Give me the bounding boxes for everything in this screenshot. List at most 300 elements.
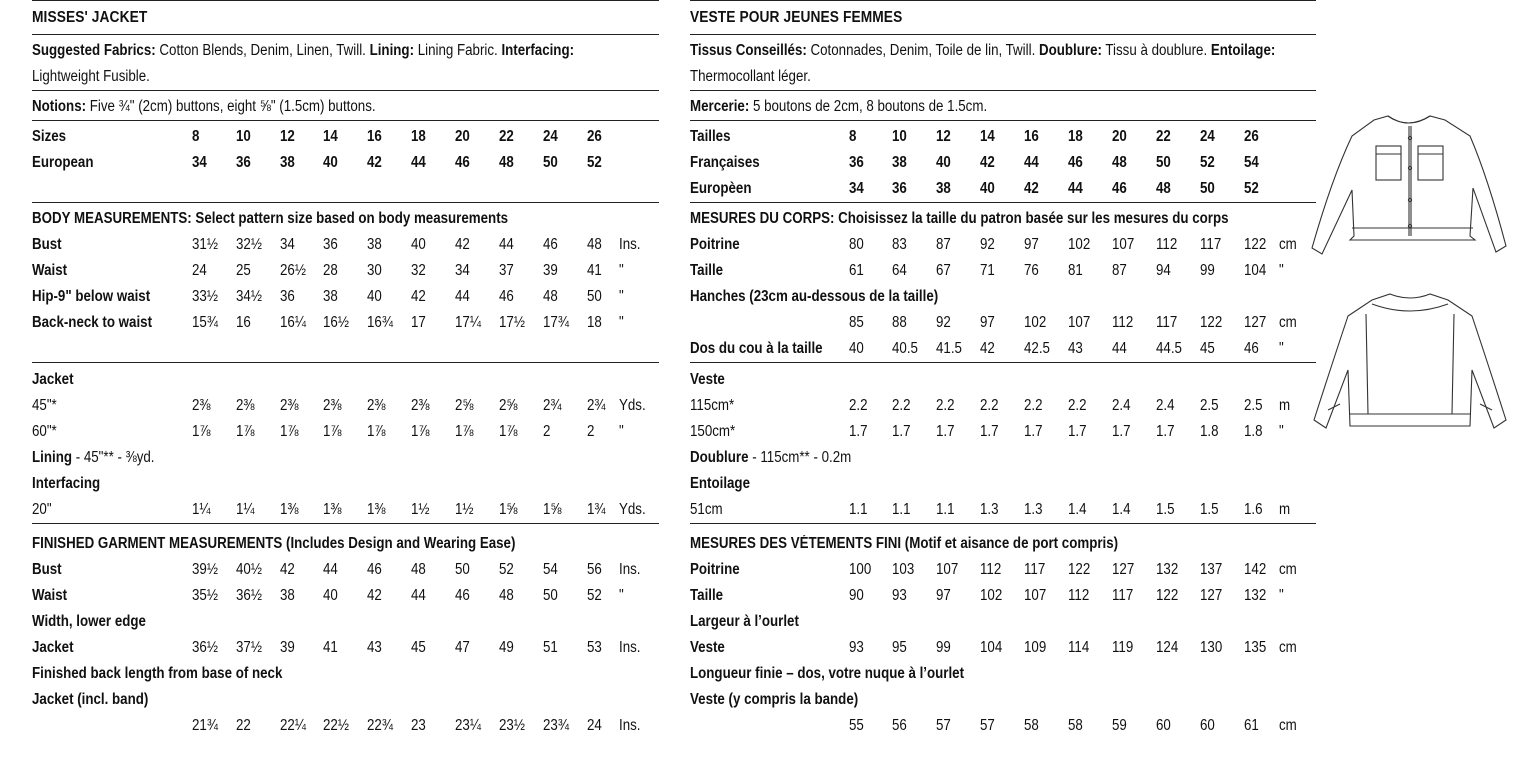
divider (32, 362, 659, 363)
unit-label: Ins. (619, 639, 641, 656)
cell-size-10: 52 (587, 587, 602, 604)
cell-size-8: 23½ (499, 717, 525, 734)
notions-line (32, 98, 376, 116)
cell-size-7: 23¼ (455, 717, 481, 734)
cell-size-5: 97 (1024, 236, 1039, 253)
european-row (690, 180, 1316, 202)
cell-size-6: 44 (1068, 180, 1083, 197)
cell-size-3: 12 (280, 128, 295, 145)
cell-size-4: 40 (980, 180, 995, 197)
divider (690, 523, 1316, 524)
french-sizes-row (690, 154, 1316, 176)
body-row-waist (690, 262, 1316, 284)
cell-size-8: 48 (499, 587, 514, 604)
cell-size-5: 1.7 (1024, 423, 1043, 440)
cell-size-9: 17¾ (543, 314, 569, 331)
cell-size-3: 41.5 (936, 340, 962, 357)
cell-size-10: 54 (1244, 154, 1259, 171)
width-row-jacket (690, 639, 1316, 661)
cell-size-4: 71 (980, 262, 995, 279)
cell-size-10: 46 (1244, 340, 1259, 357)
cell-size-4: 16½ (323, 314, 349, 331)
divider (690, 202, 1316, 203)
cell-size-8: 60 (1156, 717, 1171, 734)
cell-size-9: 48 (543, 288, 558, 305)
notions-line (690, 98, 987, 116)
cell-size-5: 16 (367, 128, 382, 145)
cell-size-1: 1⅞ (192, 423, 211, 440)
unit-label: " (619, 587, 624, 604)
jacket-back-view (1314, 294, 1506, 428)
divider (32, 523, 659, 524)
cell-size-5: 46 (367, 561, 382, 578)
cell-size-5: 44 (1024, 154, 1039, 171)
cell-size-5: 16¾ (367, 314, 393, 331)
cell-size-10: 24 (587, 717, 602, 734)
cell-size-4: 2.2 (980, 397, 999, 414)
cell-size-6: 1½ (411, 501, 430, 518)
row-label: Poitrine (690, 236, 740, 253)
interfacing-label: Entoilage (690, 475, 750, 492)
cell-size-2: 1¼ (236, 501, 255, 518)
body-measurements-header: MESURES DU CORPS: Choisissez la taille du patron basée sur les mesures du corps (690, 210, 1229, 227)
cell-size-8: 49 (499, 639, 514, 656)
cell-size-8: 17½ (499, 314, 525, 331)
unit-label: Yds. (619, 397, 646, 414)
cell-size-9: 2 (543, 423, 551, 440)
fabrics-label: Suggested Fabrics: (32, 42, 156, 59)
interfacing-label: Interfacing (32, 475, 101, 492)
jacket-label: Jacket (32, 371, 74, 388)
cell-size-1: 34 (192, 154, 207, 171)
unit-label: " (1279, 340, 1284, 357)
cell-size-10: 2¾ (587, 397, 606, 414)
sizes-row (32, 128, 659, 150)
row-label: 45"* (32, 397, 57, 414)
cell-size-8: 1⅞ (499, 423, 518, 440)
cell-size-10: 52 (1244, 180, 1259, 197)
cell-size-1: 33½ (192, 288, 218, 305)
cell-size-10: 135 (1244, 639, 1267, 656)
unit-label: Yds. (619, 501, 646, 518)
cell-size-10: 1.8 (1244, 423, 1263, 440)
cell-size-9: 46 (543, 236, 558, 253)
interfacing-label: Entoilage: (1210, 42, 1276, 59)
body-row-waist (32, 262, 659, 284)
cell-size-8: 1⅝ (499, 501, 518, 518)
unit-label: cm (1279, 717, 1297, 734)
cell-size-5: 43 (367, 639, 382, 656)
cell-size-6: 1⅞ (411, 423, 430, 440)
unit-label: cm (1279, 639, 1297, 656)
cell-size-4: 38 (323, 288, 338, 305)
cell-size-3: 42 (280, 561, 295, 578)
cell-size-6: 18 (1068, 128, 1083, 145)
cell-size-8: 44 (499, 236, 514, 253)
cell-size-10: 53 (587, 639, 602, 656)
cell-size-6: 2.2 (1068, 397, 1087, 414)
unit-label: " (619, 423, 624, 440)
cell-size-5: 2⅜ (367, 397, 386, 414)
cell-size-10: 48 (587, 236, 602, 253)
cell-size-1: 24 (192, 262, 207, 279)
back-length-row (690, 717, 1316, 739)
cell-size-5: 107 (1024, 587, 1047, 604)
top-rule (690, 0, 1316, 1)
cell-size-9: 122 (1200, 314, 1223, 331)
cell-size-1: 31½ (192, 236, 218, 253)
cell-size-7: 1.4 (1112, 501, 1131, 518)
divider (690, 362, 1316, 363)
cell-size-9: 45 (1200, 340, 1215, 357)
cell-size-2: 36 (892, 180, 907, 197)
cell-size-2: 32½ (236, 236, 262, 253)
fabrics-text: Cotonnades, Denim, Toile de lin, Twill. (806, 42, 1039, 59)
cell-size-8: 52 (499, 561, 514, 578)
cell-size-5: 2.2 (1024, 397, 1043, 414)
cell-size-6: 81 (1068, 262, 1083, 279)
cell-size-2: 103 (892, 561, 915, 578)
cell-size-1: 15¾ (192, 314, 218, 331)
cell-size-4: 41 (323, 639, 338, 656)
cell-size-6: 45 (411, 639, 426, 656)
cell-size-7: 119 (1112, 639, 1134, 656)
panel-title: MISSES' JACKET (32, 9, 148, 26)
lining-label: Lining: (369, 42, 415, 59)
jacket-band-label: Jacket (incl. band) (32, 691, 149, 708)
cell-size-8: 1.7 (1156, 423, 1175, 440)
interfacing-label: Interfacing: (501, 42, 575, 59)
lining-line (690, 449, 851, 467)
cell-size-7: 2⅝ (455, 397, 474, 414)
cell-size-3: 87 (936, 236, 951, 253)
cell-size-2: 1.7 (892, 423, 911, 440)
cell-size-8: 46 (499, 288, 514, 305)
lining-yardage: - 45"** - ⅜yd. (71, 449, 155, 466)
cell-size-2: 64 (892, 262, 907, 279)
cell-size-1: 40 (849, 340, 864, 357)
finished-row-bust (32, 561, 659, 583)
unit-label: Ins. (619, 561, 641, 578)
cell-size-1: 21¾ (192, 717, 218, 734)
cell-size-7: 42 (455, 236, 470, 253)
cell-size-9: 54 (543, 561, 558, 578)
cell-size-4: 1.7 (980, 423, 999, 440)
cell-size-3: 57 (936, 717, 951, 734)
back-length-label: Longueur finie – dos, votre nuque à l’ourlet (690, 665, 965, 682)
cell-size-5: 109 (1024, 639, 1047, 656)
fabrics-text: Cotton Blends, Denim, Linen, Twill. (155, 42, 370, 59)
cell-size-5: 40 (367, 288, 382, 305)
cell-size-2: 38 (892, 154, 907, 171)
cell-size-2: 22 (236, 717, 251, 734)
cell-size-6: 102 (1068, 236, 1091, 253)
row-label: Europèen (690, 180, 752, 197)
cell-size-4: 1.3 (980, 501, 999, 518)
unit-label: " (1279, 262, 1284, 279)
divider (690, 90, 1316, 91)
cell-size-5: 1⅜ (367, 501, 386, 518)
cell-size-10: 132 (1244, 587, 1267, 604)
cell-size-6: 112 (1068, 587, 1090, 604)
cell-size-1: 36½ (192, 639, 218, 656)
cell-size-5: 42 (367, 154, 382, 171)
fabrics-label: Tissus Conseillés: (690, 42, 807, 59)
cell-size-10: 18 (587, 314, 602, 331)
finished-row-waist (32, 587, 659, 609)
cell-size-4: 57 (980, 717, 995, 734)
back-length-label: Finished back length from base of neck (32, 665, 283, 682)
cell-size-6: 44 (411, 587, 426, 604)
cell-size-4: 28 (323, 262, 338, 279)
cell-size-3: 2⅜ (280, 397, 299, 414)
cell-size-1: 34 (849, 180, 864, 197)
cell-size-9: 50 (543, 587, 558, 604)
divider (690, 120, 1316, 121)
fabrics-line-1 (32, 42, 574, 60)
unit-label: cm (1279, 236, 1297, 253)
row-label: Waist (32, 587, 68, 604)
cell-size-7: 1⅞ (455, 423, 474, 440)
unit-label: cm (1279, 314, 1297, 331)
cell-size-5: 42 (1024, 180, 1039, 197)
cell-size-6: 42 (411, 288, 426, 305)
cell-size-7: 1½ (455, 501, 474, 518)
cell-size-4: 14 (980, 128, 995, 145)
body-row-hips (690, 314, 1316, 336)
cell-size-1: 1.1 (849, 501, 868, 518)
cell-size-1: 93 (849, 639, 864, 656)
unit-label: m (1279, 397, 1291, 414)
width-label: Width, lower edge (32, 613, 146, 630)
cell-size-8: 22 (499, 128, 514, 145)
fabrics-line-2: Lightweight Fusible. (32, 68, 150, 85)
divider (32, 34, 659, 35)
lining-yardage-label: Doublure (690, 449, 749, 466)
cell-size-2: 36½ (236, 587, 262, 604)
cell-size-3: 39 (280, 639, 295, 656)
cell-size-6: 18 (411, 128, 426, 145)
interfacing-row (690, 501, 1316, 523)
cell-size-10: 127 (1244, 314, 1267, 331)
cell-size-6: 1.4 (1068, 501, 1087, 518)
cell-size-4: 14 (323, 128, 338, 145)
cell-size-4: 44 (323, 561, 338, 578)
european-row (32, 154, 659, 176)
lining-yardage-label: Lining (32, 449, 72, 466)
cell-size-3: 1⅞ (280, 423, 299, 440)
cell-size-3: 97 (936, 587, 951, 604)
cell-size-7: 44 (455, 288, 470, 305)
cell-size-9: 52 (1200, 154, 1215, 171)
cell-size-7: 107 (1112, 236, 1135, 253)
cell-size-2: 16 (236, 314, 251, 331)
cell-size-6: 122 (1068, 561, 1091, 578)
cell-size-2: 34½ (236, 288, 262, 305)
cell-size-4: 2⅜ (323, 397, 342, 414)
cell-size-9: 2.5 (1200, 397, 1219, 414)
row-label: Françaises (690, 154, 760, 171)
cell-size-9: 2¾ (543, 397, 562, 414)
cell-size-8: 48 (499, 154, 514, 171)
cell-size-10: 50 (587, 288, 602, 305)
finished-header: MESURES DES VÉTEMENTS FINI (Motif et aisance de port compris) (690, 535, 1119, 552)
lining-label: Doublure: (1038, 42, 1102, 59)
unit-label: " (1279, 423, 1284, 440)
cell-size-1: 55 (849, 717, 864, 734)
row-label: Back-neck to waist (32, 314, 153, 331)
cell-size-7: 59 (1112, 717, 1127, 734)
cell-size-5: 38 (367, 236, 382, 253)
row-label: Dos du cou à la taille (690, 340, 823, 357)
cell-size-10: 1¾ (587, 501, 606, 518)
cell-size-5: 16 (1024, 128, 1039, 145)
cell-size-2: 37½ (236, 639, 262, 656)
jacket-front-view (1312, 116, 1506, 254)
cell-size-1: 61 (849, 262, 864, 279)
cell-size-2: 10 (892, 128, 907, 145)
cell-size-3: 38 (280, 154, 295, 171)
cell-size-3: 1.7 (936, 423, 955, 440)
cell-size-8: 2.4 (1156, 397, 1175, 414)
cell-size-7: 127 (1112, 561, 1135, 578)
cell-size-8: 1.5 (1156, 501, 1175, 518)
cell-size-4: 36 (323, 236, 338, 253)
cell-size-2: 2⅜ (236, 397, 255, 414)
cell-size-3: 99 (936, 639, 951, 656)
row-label: Bust (32, 236, 62, 253)
cell-size-9: 1.8 (1200, 423, 1219, 440)
cell-size-5: 42.5 (1024, 340, 1050, 357)
divider (32, 90, 659, 91)
cell-size-6: 114 (1068, 639, 1090, 656)
cell-size-9: 24 (1200, 128, 1215, 145)
cell-size-6: 2⅜ (411, 397, 430, 414)
cell-size-3: 107 (936, 561, 959, 578)
notions-text: 5 boutons de 2cm, 8 boutons de 1.5cm. (749, 98, 988, 115)
cell-size-8: 22 (1156, 128, 1171, 145)
lining-yardage: - 115cm** - 0.2m (748, 449, 852, 466)
jacket-row-150 (690, 423, 1316, 445)
cell-size-10: 104 (1244, 262, 1267, 279)
cell-size-3: 67 (936, 262, 951, 279)
cell-size-6: 32 (411, 262, 426, 279)
cell-size-8: 94 (1156, 262, 1171, 279)
cell-size-2: 83 (892, 236, 907, 253)
cell-size-1: 80 (849, 236, 864, 253)
cell-size-1: 1¼ (192, 501, 211, 518)
notions-label: Notions: (32, 98, 87, 115)
unit-label: " (619, 314, 624, 331)
cell-size-10: 26 (587, 128, 602, 145)
lining-line (32, 449, 155, 467)
row-label: Bust (32, 561, 62, 578)
cell-size-8: 44.5 (1156, 340, 1182, 357)
cell-size-7: 46 (1112, 180, 1127, 197)
cell-size-4: 1⅞ (323, 423, 342, 440)
body-row-back-neck (690, 340, 1316, 362)
cell-size-6: 17 (411, 314, 426, 331)
cell-size-5: 30 (367, 262, 382, 279)
cell-size-3: 1⅜ (280, 501, 299, 518)
cell-size-1: 39½ (192, 561, 218, 578)
body-row-bust (690, 236, 1316, 258)
row-label: Tailles (690, 128, 731, 145)
row-label: 150cm* (690, 423, 736, 440)
top-rule (32, 0, 659, 1)
cell-size-7: 50 (455, 561, 470, 578)
row-label: 60"* (32, 423, 57, 440)
cell-size-8: 132 (1156, 561, 1179, 578)
row-label: Taille (690, 587, 724, 604)
unit-label: Ins. (619, 717, 641, 734)
cell-size-2: 56 (892, 717, 907, 734)
cell-size-4: 40 (323, 154, 338, 171)
cell-size-8: 37 (499, 262, 514, 279)
cell-size-5: 76 (1024, 262, 1039, 279)
cell-size-2: 40½ (236, 561, 262, 578)
cell-size-9: 117 (1200, 236, 1222, 253)
cell-size-7: 34 (455, 262, 470, 279)
row-label: Waist (32, 262, 68, 279)
cell-size-7: 47 (455, 639, 470, 656)
cell-size-4: 102 (980, 587, 1003, 604)
cell-size-7: 44 (1112, 340, 1127, 357)
cell-size-8: 122 (1156, 587, 1179, 604)
cell-size-1: 35½ (192, 587, 218, 604)
finished-header: FINISHED GARMENT MEASUREMENTS (Includes Design and Wearing Ease) (32, 535, 516, 552)
cell-size-2: 1⅞ (236, 423, 255, 440)
cell-size-2: 95 (892, 639, 907, 656)
cell-size-6: 23 (411, 717, 426, 734)
cell-size-9: 1.5 (1200, 501, 1219, 518)
cell-size-9: 50 (1200, 180, 1215, 197)
cell-size-10: 61 (1244, 717, 1259, 734)
row-label: Hip-9" below waist (32, 288, 151, 305)
fabrics-line-2: Thermocollant léger. (690, 68, 811, 85)
cell-size-1: 85 (849, 314, 864, 331)
cell-size-2: 25 (236, 262, 251, 279)
cell-size-5: 117 (1024, 561, 1046, 578)
cell-size-1: 8 (849, 128, 857, 145)
cell-size-5: 22¾ (367, 717, 393, 734)
cell-size-6: 107 (1068, 314, 1091, 331)
cell-size-1: 1.7 (849, 423, 868, 440)
jacket-label: Veste (690, 371, 725, 388)
cell-size-3: 22¼ (280, 717, 306, 734)
cell-size-7: 20 (455, 128, 470, 145)
cell-size-1: 2.2 (849, 397, 868, 414)
cell-size-3: 2.2 (936, 397, 955, 414)
cell-size-3: 40 (936, 154, 951, 171)
cell-size-3: 92 (936, 314, 951, 331)
row-label: European (32, 154, 94, 171)
cell-size-7: 112 (1112, 314, 1134, 331)
cell-size-10: 56 (587, 561, 602, 578)
cell-size-2: 93 (892, 587, 907, 604)
cell-size-7: 1.7 (1112, 423, 1131, 440)
cell-size-4: 40 (323, 587, 338, 604)
cell-size-8: 112 (1156, 236, 1178, 253)
jacket-band-label: Veste (y compris la bande) (690, 691, 859, 708)
cell-size-8: 124 (1156, 639, 1179, 656)
row-label: Sizes (32, 128, 67, 145)
row-label: 51cm (690, 501, 723, 518)
cell-size-10: 1.6 (1244, 501, 1263, 518)
cell-size-6: 48 (411, 561, 426, 578)
cell-size-3: 38 (936, 180, 951, 197)
cell-size-2: 1.1 (892, 501, 911, 518)
